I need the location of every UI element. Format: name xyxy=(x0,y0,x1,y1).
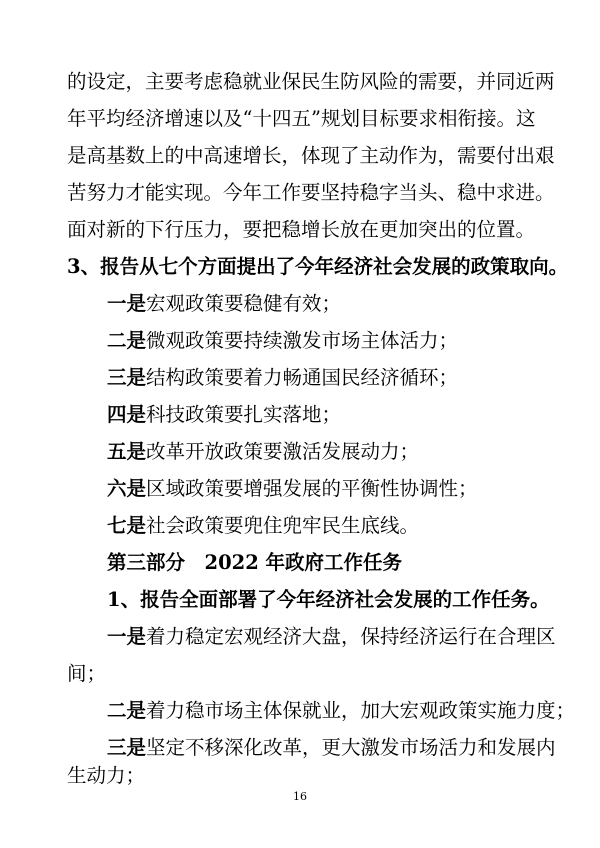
list-item-label: 三是 xyxy=(107,366,147,389)
list-item-text: 着力稳定宏观经济大盘，保持经济运行在合理区 xyxy=(146,625,556,648)
list-item xyxy=(107,508,600,544)
paragraph-line: 年平均经济增速以及“十四五”规划目标要求相衔接。这 xyxy=(67,107,536,130)
list-item-label: 一是 xyxy=(107,625,147,648)
list-item-text: 区域政策要增强发展的平衡性协调性； xyxy=(146,477,478,500)
list-item xyxy=(107,693,600,729)
section-heading: 3、报告从七个方面提出了今年经济社会发展的政策取向。 xyxy=(67,255,569,278)
paragraph-line: 的设定，主要考虑稳就业保民生防风险的需要，并同近两 xyxy=(67,70,555,93)
list-item-text: 坚定不移深化改革，更大激发市场活力和发展内 xyxy=(146,736,556,759)
page-number: 16 xyxy=(293,790,307,803)
list-item xyxy=(107,286,600,322)
list-item-label: 六是 xyxy=(107,477,147,500)
list-item-text: 结构政策要着力畅通国民经济循环； xyxy=(146,366,459,389)
list-item-label: 三是 xyxy=(107,736,147,759)
list-item xyxy=(107,434,600,470)
paragraph-line: 面对新的下行压力，要把稳增长放在更加突出的位置。 xyxy=(67,218,536,241)
list-item-text: 宏观政策要稳健有效； xyxy=(146,292,342,315)
list-item xyxy=(107,323,600,359)
paragraph-line: 是高基数上的中高速增长，体现了主动作为，需要付出艰 xyxy=(67,144,555,167)
list-item xyxy=(107,471,600,507)
list-item-text: 着力稳市场主体保就业，加大宏观政策实施力度； xyxy=(146,699,576,722)
section-heading: 1、报告全面部署了今年经济社会发展的工作任务。 xyxy=(107,588,550,611)
paragraph-line: 苦努力才能实现。今年工作要坚持稳字当头、稳中求进。 xyxy=(67,181,555,204)
list-item-continuation: 间； xyxy=(67,662,107,685)
list-item-continuation: 生动力； xyxy=(67,764,146,787)
list-item xyxy=(107,397,600,433)
list-item-label: 五是 xyxy=(107,440,147,463)
list-item-label: 二是 xyxy=(107,329,147,352)
list-item-text: 社会政策要兜住兜牢民生底线。 xyxy=(146,514,420,537)
list-item-label: 七是 xyxy=(107,514,147,537)
list-item-text: 微观政策要持续激发市场主体活力； xyxy=(146,329,459,352)
list-item-text: 科技政策要扎实落地； xyxy=(146,403,342,426)
list-item-label: 四是 xyxy=(107,403,147,426)
list-item xyxy=(107,619,600,655)
list-item xyxy=(107,360,600,396)
list-item-text: 改革开放政策要激活发展动力； xyxy=(146,440,420,463)
list-item-label: 一是 xyxy=(107,292,147,315)
list-item-label: 二是 xyxy=(107,699,147,722)
part-title: 第三部分 2022 年政府工作任务 xyxy=(107,551,403,574)
